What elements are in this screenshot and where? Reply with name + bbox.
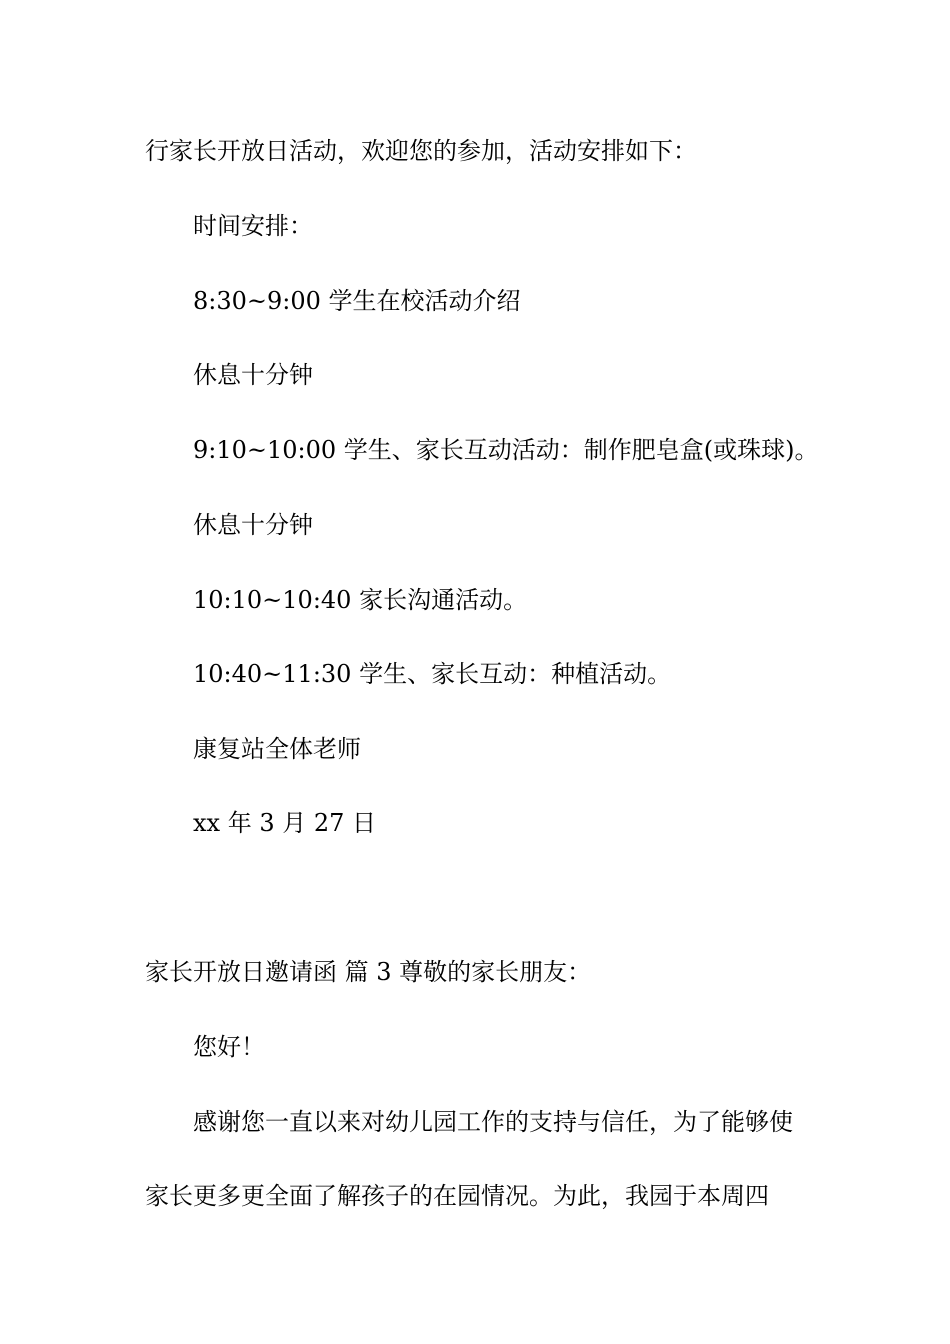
greeting: 您好！	[193, 1033, 265, 1061]
schedule-item: 8:30~9:00 学生在校活动介绍	[193, 287, 521, 315]
section-heading: 家长开放日邀请函 篇 3 尊敬的家长朋友：	[145, 958, 592, 986]
paragraph-line: 家长更多更全面了解孩子的在园情况。为此，我园于本周四	[145, 1182, 769, 1210]
paragraph-line: 行家长开放日活动，欢迎您的参加，活动安排如下：	[145, 137, 697, 165]
schedule-break: 休息十分钟	[193, 511, 313, 539]
schedule-item: 10:40~11:30 学生、家长互动：种植活动。	[193, 660, 672, 688]
paragraph-line: 感谢您一直以来对幼儿园工作的支持与信任，为了能够使	[193, 1108, 793, 1136]
schedule-item: 9:10~10:00 学生、家长互动活动：制作肥皂盒(或珠球)。	[193, 436, 819, 464]
schedule-heading: 时间安排：	[193, 212, 313, 240]
date-line: xx 年 3 月 27 日	[193, 809, 377, 837]
signature: 康复站全体老师	[193, 735, 361, 763]
schedule-break: 休息十分钟	[193, 361, 313, 389]
schedule-item: 10:10~10:40 家长沟通活动。	[193, 586, 528, 614]
